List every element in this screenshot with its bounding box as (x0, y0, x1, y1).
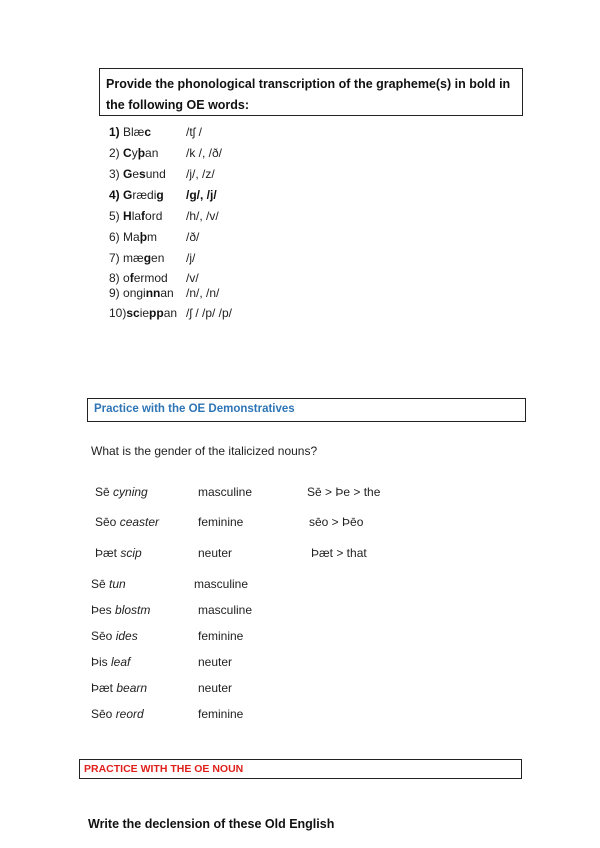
demonstrative-phrase (91, 603, 150, 617)
demonstrative-phrase (91, 681, 147, 695)
evolution-note: sēo > Þēo (309, 515, 364, 529)
italic-noun: reord (115, 707, 144, 721)
bold-grapheme: pp (149, 306, 164, 320)
bold-grapheme: þ (139, 230, 148, 244)
oe-word (109, 167, 166, 181)
transcription-item (109, 125, 309, 141)
bold-grapheme: G (123, 188, 133, 202)
italic-noun: ceaster (119, 515, 160, 529)
item-number: 9) (109, 286, 124, 300)
transcription-item (109, 230, 309, 246)
demonstrative-phrase (95, 546, 142, 560)
transcription: /tʃ / (186, 125, 203, 139)
gender-answer: masculine (198, 603, 253, 617)
gender-answer: feminine (198, 707, 244, 721)
demonstrative: Þæt (95, 546, 121, 560)
italic-noun: blostm (115, 603, 151, 617)
italic-noun: ides (115, 629, 138, 643)
bold-grapheme: s (139, 167, 146, 181)
transcription: /v/ (186, 271, 199, 285)
demonstratives-heading: Practice with the OE Demonstratives (94, 403, 295, 415)
demonstrative: Sēo (91, 707, 116, 721)
demonstratives-heading-box (87, 398, 526, 422)
gender-answer: neuter (198, 681, 233, 695)
word-part: ongi (123, 286, 146, 300)
word-part: y (131, 146, 138, 160)
word-part: la (131, 209, 142, 223)
oe-word (109, 188, 164, 202)
word-part: ermod (133, 271, 168, 285)
instruction-heading: Provide the phonological transcription of the grapheme(s) in bold in the following OE words: (106, 77, 511, 112)
item-number: 5) (109, 209, 124, 223)
demonstrative-phrase (95, 485, 148, 499)
item-number: 2) (109, 146, 124, 160)
noun-heading-box (79, 759, 522, 779)
item-number: 1) (109, 125, 124, 139)
bold-grapheme: f (141, 209, 146, 223)
word-part: mæ (123, 251, 144, 265)
oe-word (109, 125, 151, 139)
italic-noun: bearn (116, 681, 148, 695)
italic-noun: leaf (111, 655, 131, 669)
word-part: Blæ (123, 125, 145, 139)
bold-grapheme: nn (145, 286, 161, 300)
word-part: en (151, 251, 165, 265)
demonstrative: Þæt (91, 681, 117, 695)
item-number: 8) (109, 271, 124, 285)
oe-word (109, 271, 168, 285)
transcription-item (109, 146, 309, 162)
bold-grapheme: c (144, 125, 152, 139)
bold-grapheme: sc (126, 306, 140, 320)
word-part: m (147, 230, 158, 244)
oe-word (109, 230, 157, 244)
oe-word (109, 251, 164, 265)
gender-answer: masculine (194, 577, 249, 591)
gender-answer: neuter (198, 546, 233, 560)
word-part: an (145, 146, 159, 160)
demonstrative-phrase (91, 655, 130, 669)
demonstrative: Sē (95, 485, 114, 499)
transcription-item (109, 209, 309, 225)
italic-noun: tun (109, 577, 126, 591)
transcription: /j/ (186, 251, 196, 265)
transcription: /ʃ / /p/ /p/ (186, 306, 233, 320)
transcription: /ð/ (186, 230, 200, 244)
demonstrative: Sēo (95, 515, 120, 529)
oe-word (109, 286, 174, 300)
bold-grapheme: f (129, 271, 134, 285)
word-part: ord (145, 209, 163, 223)
transcription: /j/, /z/ (186, 167, 215, 181)
gender-question: What is the gender of the italicized nouns? (91, 444, 318, 458)
bold-grapheme: þ (137, 146, 146, 160)
gender-answer: feminine (198, 515, 244, 529)
word-part: ie (139, 306, 150, 320)
transcription-item (109, 306, 309, 322)
gender-answer: neuter (198, 655, 233, 669)
demonstrative: Sēo (91, 629, 116, 643)
gender-answer: masculine (198, 485, 253, 499)
word-part: und (145, 167, 166, 181)
transcription-item (109, 167, 309, 183)
word-part: e (132, 167, 140, 181)
transcription-item (109, 271, 309, 287)
noun-heading: PRACTICE WITH THE OE NOUN (84, 763, 244, 775)
oe-word (109, 209, 162, 223)
word-part: Ma (123, 230, 140, 244)
bold-grapheme: H (123, 209, 132, 223)
gender-answer: feminine (198, 629, 244, 643)
word-part: an (160, 286, 174, 300)
transcription: /h/, /v/ (186, 209, 219, 223)
oe-word (109, 146, 158, 160)
transcription-item (109, 286, 309, 302)
item-number: 10) (109, 306, 127, 320)
demonstrative-phrase (91, 577, 126, 591)
transcription: /k /, /ð/ (186, 146, 223, 160)
demonstrative: Sē (91, 577, 110, 591)
bold-grapheme: C (123, 146, 132, 160)
demonstrative-phrase (91, 629, 138, 643)
italic-noun: cyning (113, 485, 148, 499)
demonstrative: Þis (91, 655, 112, 669)
word-part: rædi (132, 188, 157, 202)
demonstrative-phrase (91, 707, 144, 721)
transcription: /n/, /n/ (186, 286, 220, 300)
item-number: 4) (109, 188, 124, 202)
instruction-box (99, 68, 523, 116)
bold-grapheme: g (156, 188, 164, 202)
demonstrative-phrase (95, 515, 159, 529)
italic-noun: scip (120, 546, 142, 560)
oe-word (109, 306, 177, 320)
item-number: 3) (109, 167, 124, 181)
demonstrative: Þes (91, 603, 116, 617)
item-number: 6) (109, 230, 124, 244)
evolution-note: Sē > Þe > the (307, 485, 381, 499)
word-part: o (123, 271, 130, 285)
item-number: 7) (109, 251, 124, 265)
evolution-note: Þæt > that (311, 546, 367, 560)
word-part: an (163, 306, 178, 320)
transcription-item (109, 251, 309, 267)
transcription-item (109, 188, 309, 204)
transcription: /g/, /j/ (186, 188, 217, 202)
declension-instruction: Write the declension of these Old English (88, 817, 335, 831)
bold-grapheme: G (123, 167, 133, 181)
bold-grapheme: g (143, 251, 152, 265)
